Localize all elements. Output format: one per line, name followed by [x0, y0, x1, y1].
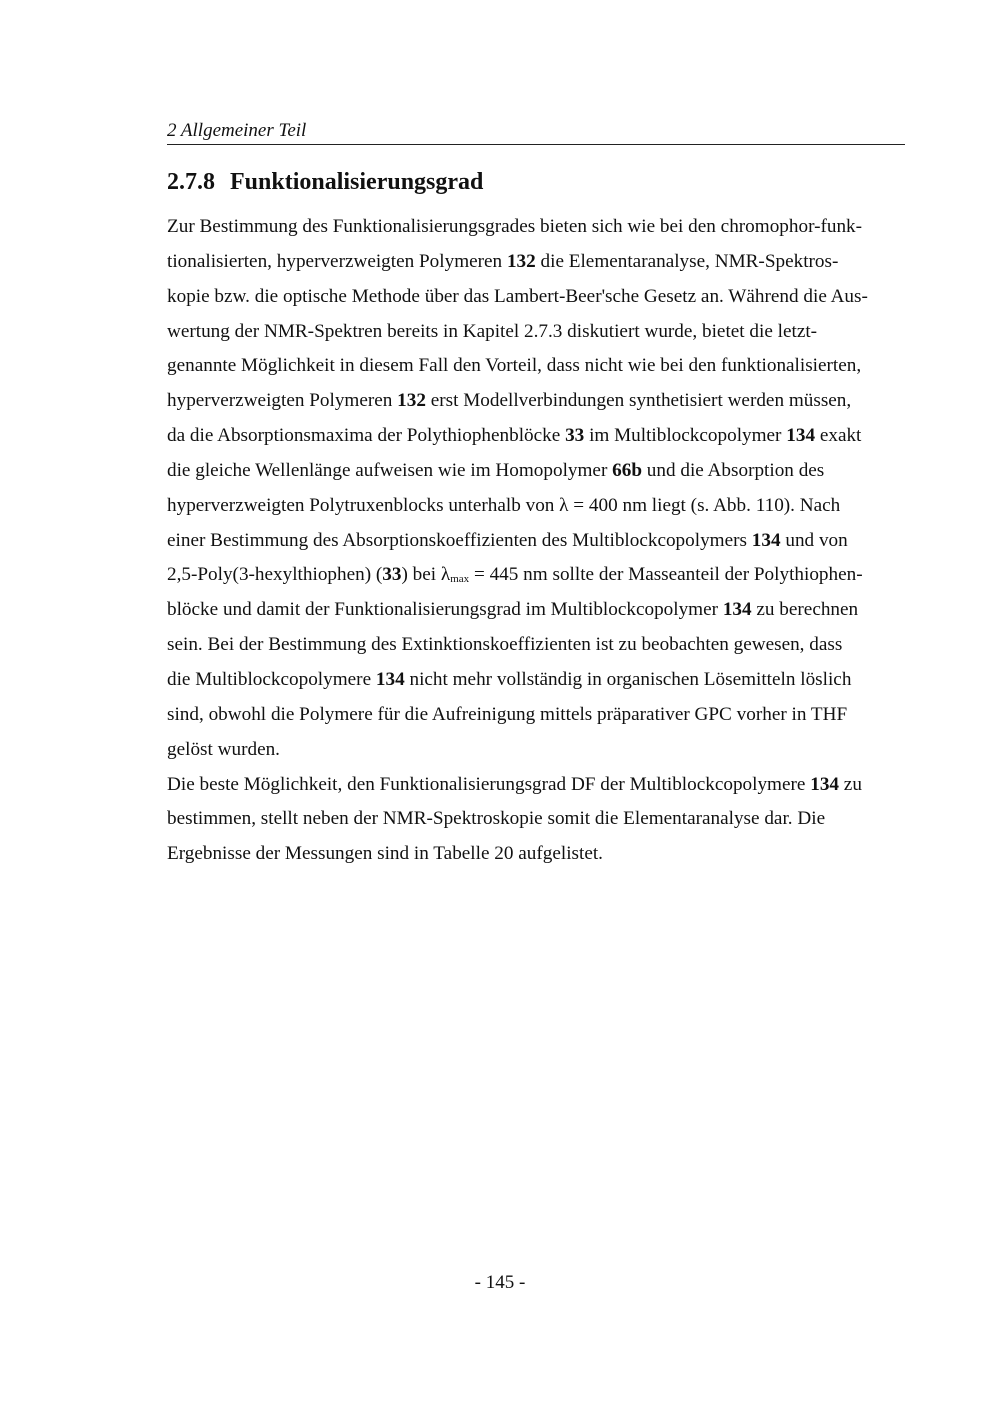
text-run: erst Modellverbindungen synthetisiert werden müssen,: [425, 390, 852, 412]
compound-ref: 134: [786, 425, 816, 447]
body-text: [167, 210, 905, 872]
compound-ref: 134: [375, 668, 405, 690]
text-line: [167, 558, 905, 593]
running-header: [167, 120, 905, 145]
text-line: [167, 663, 905, 698]
text-line: [167, 349, 905, 384]
text-run: blöcke und damit der Funktionalisierungsgrad im Multiblockcopolymer: [167, 599, 723, 621]
text-line: [167, 593, 905, 628]
text-run: = 445 nm sollte der Masseanteil der Polythiophen-: [469, 564, 863, 586]
text-run: und die Absorption des: [642, 459, 825, 481]
page-number: - 145 -: [474, 1272, 526, 1293]
compound-ref: 33: [382, 564, 402, 586]
section-heading: [167, 167, 483, 197]
text-run: Die beste Möglichkeit, den Funktionalisierungsgrad DF der Multiblockcopolymere: [167, 773, 811, 795]
text-run: einer Bestimmung des Absorptionskoeffizienten des Multiblockcopolymers: [167, 529, 752, 551]
text-run: zu berechnen: [751, 599, 859, 621]
text-line: [167, 837, 905, 872]
paragraph-2: [167, 768, 905, 873]
text-run: bestimmen, stellt neben der NMR-Spektroskopie somit die Elementaranalyse dar. Die: [167, 808, 826, 830]
lambda-max-subscript: max: [450, 573, 470, 586]
text-run: die gleiche Wellenlänge aufweisen wie im Homopolymer: [167, 459, 613, 481]
text-line: [167, 280, 905, 315]
text-run: im Multiblockcopolymer: [584, 425, 787, 447]
text-run: da die Absorptionsmaxima der Polythiophenblöcke: [167, 425, 566, 447]
text-run: 2,5-Poly(3-hexylthiophen) (: [167, 564, 383, 586]
text-line: [167, 802, 905, 837]
text-run: hyperverzweigten Polytruxenblocks unterhalb von λ = 400 nm liegt (s. Abb. 110). Nach: [167, 494, 841, 516]
compound-ref: 33: [565, 425, 585, 447]
text-run: nicht mehr vollständig in organischen Lösemitteln löslich: [404, 668, 852, 690]
paragraph-1: [167, 210, 905, 768]
text-run: die Multiblockcopolymere: [167, 668, 376, 690]
text-line: [167, 419, 905, 454]
compound-ref: 134: [722, 599, 752, 621]
text-line: [167, 628, 905, 663]
text-run: hyperverzweigten Polymeren: [167, 390, 398, 412]
compound-ref: 132: [397, 390, 426, 412]
section-number: 2.7.8: [167, 169, 215, 195]
text-run: ) bei λ: [401, 564, 451, 586]
text-run: wertung der NMR-Spektren bereits in Kapitel 2.7.3 diskutiert wurde, bietet die letzt-: [167, 320, 818, 342]
text-line: [167, 245, 905, 280]
running-header-title: 2 Allgemeiner Teil: [167, 120, 307, 141]
text-run: zu: [839, 773, 862, 795]
text-line: [167, 315, 905, 350]
text-line: [167, 489, 905, 524]
text-run: gelöst wurden.: [167, 738, 280, 760]
text-run: die Elementaranalyse, NMR-Spektros-: [535, 250, 839, 272]
text-run: sein. Bei der Bestimmung des Extinktionskoeffizienten ist zu beobachten gewesen, dass: [167, 634, 843, 656]
text-line: [167, 698, 905, 733]
text-line: [167, 733, 905, 768]
text-run: Ergebnisse der Messungen sind in Tabelle 20 aufgelistet.: [167, 843, 603, 865]
text-line: [167, 768, 905, 803]
compound-ref: 132: [506, 250, 536, 272]
compound-ref: 134: [810, 773, 839, 795]
text-line: [167, 384, 905, 419]
text-line: [167, 210, 905, 245]
text-run: tionalisierten, hyperverzweigten Polymeren: [167, 250, 507, 272]
text-run: exakt: [815, 425, 862, 447]
compound-ref: 134: [751, 529, 781, 551]
compound-ref: 66b: [612, 459, 642, 481]
text-line: [167, 524, 905, 559]
text-run: und von: [780, 529, 848, 551]
text-run: kopie bzw. die optische Methode über das Lambert-Beer'sche Gesetz an. Während die Aus-: [167, 285, 868, 307]
text-run: Zur Bestimmung des Funktionalisierungsgrades bieten sich wie bei den chromophor-funk-: [167, 216, 863, 237]
text-line: [167, 454, 905, 489]
text-run: sind, obwohl die Polymere für die Aufreinigung mittels präparativer GPC vorher in THF: [167, 703, 848, 725]
text-run: genannte Möglichkeit in diesem Fall den Vorteil, dass nicht wie bei den funktionalisierten,: [167, 355, 862, 377]
section-title: Funktionalisierungsgrad: [230, 169, 484, 195]
